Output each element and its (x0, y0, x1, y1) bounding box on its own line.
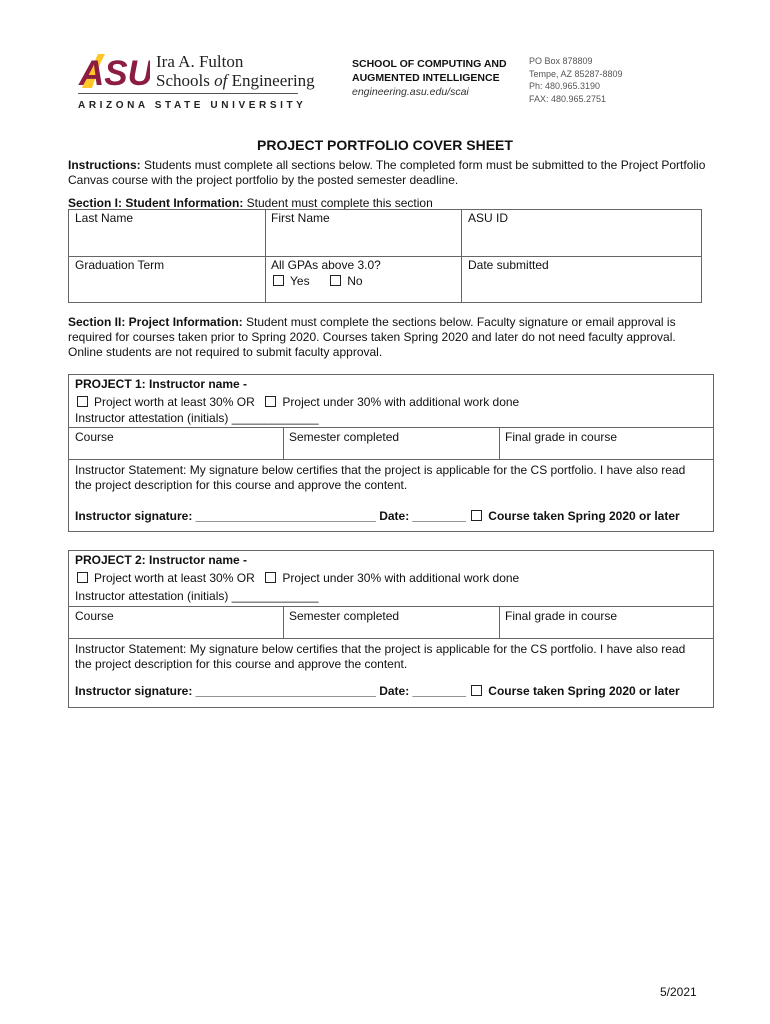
gpa-no-checkbox[interactable] (330, 275, 341, 286)
project-1-opt2-checkbox[interactable] (265, 396, 276, 407)
project-2-statement: Instructor Statement: My signature below certifies that the project is applicable for the CS portfolio. I have also read the project description for this course and approve the content. (75, 642, 686, 671)
logo-mark-text: ASU (79, 54, 150, 90)
contact-phone: Ph: 480.965.3190 (529, 81, 601, 91)
project-2-attestation[interactable]: Instructor attestation (initials) _____________ (75, 589, 319, 603)
gpa-options (273, 274, 363, 289)
gpa-yes-label: Yes (290, 274, 310, 288)
project-2-course-field[interactable]: Course (75, 609, 114, 623)
project-2-opt2-label: Project under 30% with additional work done (282, 571, 520, 585)
logo-divider (78, 93, 298, 94)
project-2-opt1-checkbox[interactable] (77, 572, 88, 583)
project-1-date-label: Date: ________ (379, 509, 466, 523)
contact-po-box: PO Box 878809 (529, 56, 593, 66)
graduation-term-field[interactable]: Graduation Term (75, 258, 165, 272)
section2-heading: Section II: Project Information: (68, 315, 243, 329)
project-1-signature-label: Instructor signature: ___________________________ (75, 509, 376, 523)
project-2-semester-field[interactable]: Semester completed (289, 609, 400, 623)
school-block (352, 57, 507, 99)
project-2-spring-label: Course taken Spring 2020 or later (488, 684, 680, 698)
gpa-question: All GPAs above 3.0? (271, 258, 381, 272)
revision-date: 5/2021 (660, 985, 697, 999)
project-1-grade-field[interactable]: Final grade in course (505, 430, 618, 444)
first-name-field[interactable]: First Name (271, 211, 330, 225)
instructions-label: Instructions: (68, 158, 141, 172)
project-1-title: PROJECT 1: Instructor name - (75, 377, 248, 391)
school-name-line-1: SCHOOL OF COMPUTING AND (352, 58, 507, 70)
project-1-course-field[interactable]: Course (75, 430, 114, 444)
project-1-semester-field[interactable]: Semester completed (289, 430, 400, 444)
project-2-grade-field[interactable]: Final grade in course (505, 609, 618, 623)
gpa-no-label: No (347, 274, 363, 288)
project-2-signature-line[interactable] (75, 684, 680, 698)
project-1-spring-label: Course taken Spring 2020 or later (488, 509, 680, 523)
project-1-box (68, 374, 714, 532)
project-1-attestation[interactable]: Instructor attestation (initials) _____________ (75, 411, 319, 425)
page-title: PROJECT PORTFOLIO COVER SHEET (257, 137, 513, 153)
project-2-title: PROJECT 2: Instructor name - (75, 553, 248, 567)
project-1-opt1-label: Project worth at least 30% OR (94, 395, 255, 409)
project-2-box (68, 550, 714, 708)
last-name-field[interactable]: Last Name (75, 211, 134, 225)
contact-fax: FAX: 480.965.2751 (529, 93, 607, 104)
contact-city: Tempe, AZ 85287-8809 (529, 68, 623, 79)
gpa-yes-checkbox[interactable] (273, 275, 284, 286)
project-2-opt1-label: Project worth at least 30% OR (94, 571, 255, 585)
project-2-spring-checkbox[interactable] (471, 685, 482, 696)
logo-wordmark (156, 52, 315, 90)
section2-paragraph (68, 315, 708, 360)
project-1-opt2-label: Project under 30% with additional work done (282, 395, 520, 409)
instructions-paragraph (68, 158, 708, 188)
project-1-signature-line[interactable] (75, 509, 680, 523)
logo-line-2: Schools of Engineering (156, 71, 315, 90)
asu-logo-mark (78, 52, 150, 90)
section1-heading: Section I: Student Information: Student must complete this section (68, 196, 433, 210)
project-2-opt2-checkbox[interactable] (265, 572, 276, 583)
section2-text: Student must complete the sections below. Faculty signature or email approval is required for courses taken prior to Spring 2020. Courses taken Spring 2020 and later do not need faculty approval. Online students are not required to submit faculty approval. (68, 315, 676, 359)
project-2-signature-label: Instructor signature: ___________________________ (75, 684, 376, 698)
project-1-statement: Instructor Statement: My signature below certifies that the project is applicable for the CS portfolio. I have also read the project description for this course and approve the content. (75, 463, 686, 492)
school-name-line-2: AUGMENTED INTELLIGENCE (352, 72, 500, 84)
instructions-text: Students must complete all sections below. The completed form must be submitted to the Project Portfolio Canvas course with the project portfolio by the posted semester deadline. (68, 158, 706, 187)
project-1-opt1-checkbox[interactable] (77, 396, 88, 407)
date-submitted-field[interactable]: Date submitted (468, 258, 549, 272)
project-2-options (77, 571, 519, 586)
project-2-date-label: Date: ________ (379, 684, 466, 698)
project-1-spring-checkbox[interactable] (471, 510, 482, 521)
contact-block (529, 55, 623, 105)
student-info-table (68, 209, 702, 303)
project-1-options (77, 395, 519, 410)
asu-id-field[interactable]: ASU ID (468, 211, 509, 225)
logo-line-1: Ira A. Fulton (156, 52, 244, 71)
school-url: engineering.asu.edu/scai (352, 86, 469, 98)
university-name: ARIZONA STATE UNIVERSITY (78, 100, 307, 111)
